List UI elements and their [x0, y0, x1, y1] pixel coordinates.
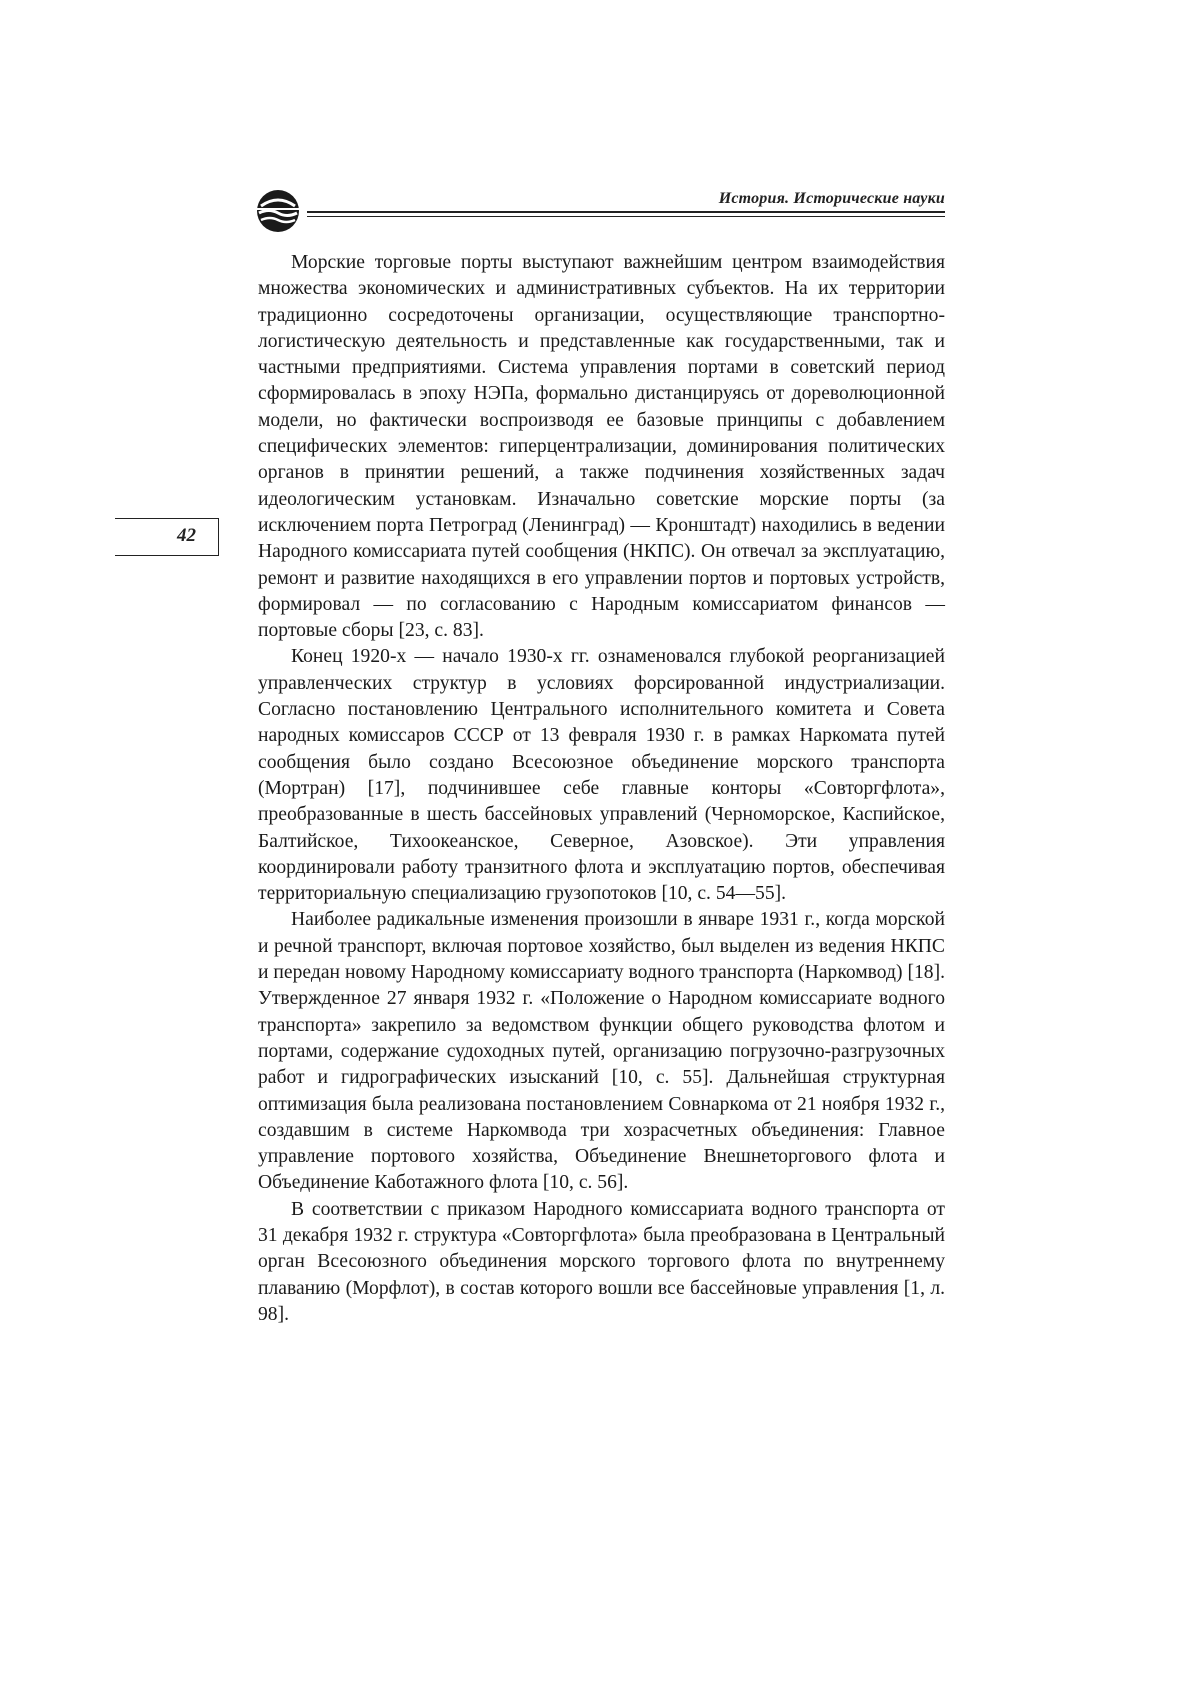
page-number: 42 [177, 525, 196, 546]
paragraph-4: В соответствии с приказом Народного комиссариата водного транспорта от 31 декабря 1932 г. структура «Совторгфлота» была преобразована в Центральный орган Всесоюзного объединения морского торгового флота по внутреннему плаванию (Морфлот), в состав которого вошли все бассейновые управления [1, л. 98]. [258, 1198, 945, 1325]
running-header [255, 184, 945, 234]
journal-logo-icon [255, 188, 301, 234]
header-rule [307, 211, 945, 217]
paragraph-2: Конец 1920-х — начало 1930-х гг. ознаменовался глубокой реорганизацией управленческих структур в условиях форсированной индустриализации. Согласно постановлению Центрального исполнительного комитета и Совета народных комиссаров СССР от 13 февраля 1930 г. в рамках Наркомата путей сообщения было создано Всесоюзное объединение морского транспорта (Мортран) [17], подчинившее себе главные конторы «Совторгфлота», преобразованные в шесть бассейновых управлений (Черноморское, Каспийское, Балтийское, Тихоокеанское, Северное, Азовское). Эти управления координировали работу транзитного флота и эксплуатацию портов, обеспечивая территориальную специализацию грузопотоков [10, с. 54—55]. [258, 646, 945, 905]
paragraph-1: Морские торговые порты выступают важнейшим центром взаимодействия множества экономических и административных субъектов. На их территории традиционно сосредоточены организации, осуществляющие транспортно-логистическую деятельность и представленные как государственными, так и частными предприятиями. Система управления портами в советский период сформировалась в эпоху НЭПа, формально дистанцируясь от дореволюционной модели, но фактически воспроизводя ее базовые принципы с добавлением специфических элементов: гиперцентрализации, доминирования политических органов в принятии решений, а также подчинения хозяйственных задач идеологическим установкам. Изначально советские морские порты (за исключением порта Петроград (Ленинград) — Кронштадт) находились в ведении Народного комиссариата путей сообщения (НКПС). Он отвечал за эксплуатацию, ремонт и развитие находящихся в его управлении портов и портовых устройств, формировал — по согласованию с Народным комиссариатом финансов — портовые сборы [23, с. 83]. [258, 252, 945, 642]
page-number-box [115, 518, 219, 556]
paragraph-3: Наиболее радикальные изменения произошли в январе 1931 г., когда морской и речной транспорт, включая портовое хозяйство, был выделен из ведения НКПС и передан новому Народному комиссариату водного транспорта (Наркомвод) [18]. Утвержденное 27 января 1932 г. «Положение о Народном комиссариате водного транспорта» закрепило за ведомством функции общего руководства флотом и портами, содержание судоходных путей, организацию погрузочно-разгрузочных работ и гидрографических изысканий [10, с. 55]. Дальнейшая структурная оптимизация была реализована постановлением Совнаркома от 21 ноября 1932 г., создавшим в системе Наркомвода три хозрасчетных объединения: Главное управление портового хозяйства, Объединение Внешнеторгового флота и Объединение Каботажного флота [10, с. 56]. [258, 909, 945, 1194]
section-title: История. Исторические науки [718, 190, 945, 207]
article-body [258, 250, 945, 1328]
